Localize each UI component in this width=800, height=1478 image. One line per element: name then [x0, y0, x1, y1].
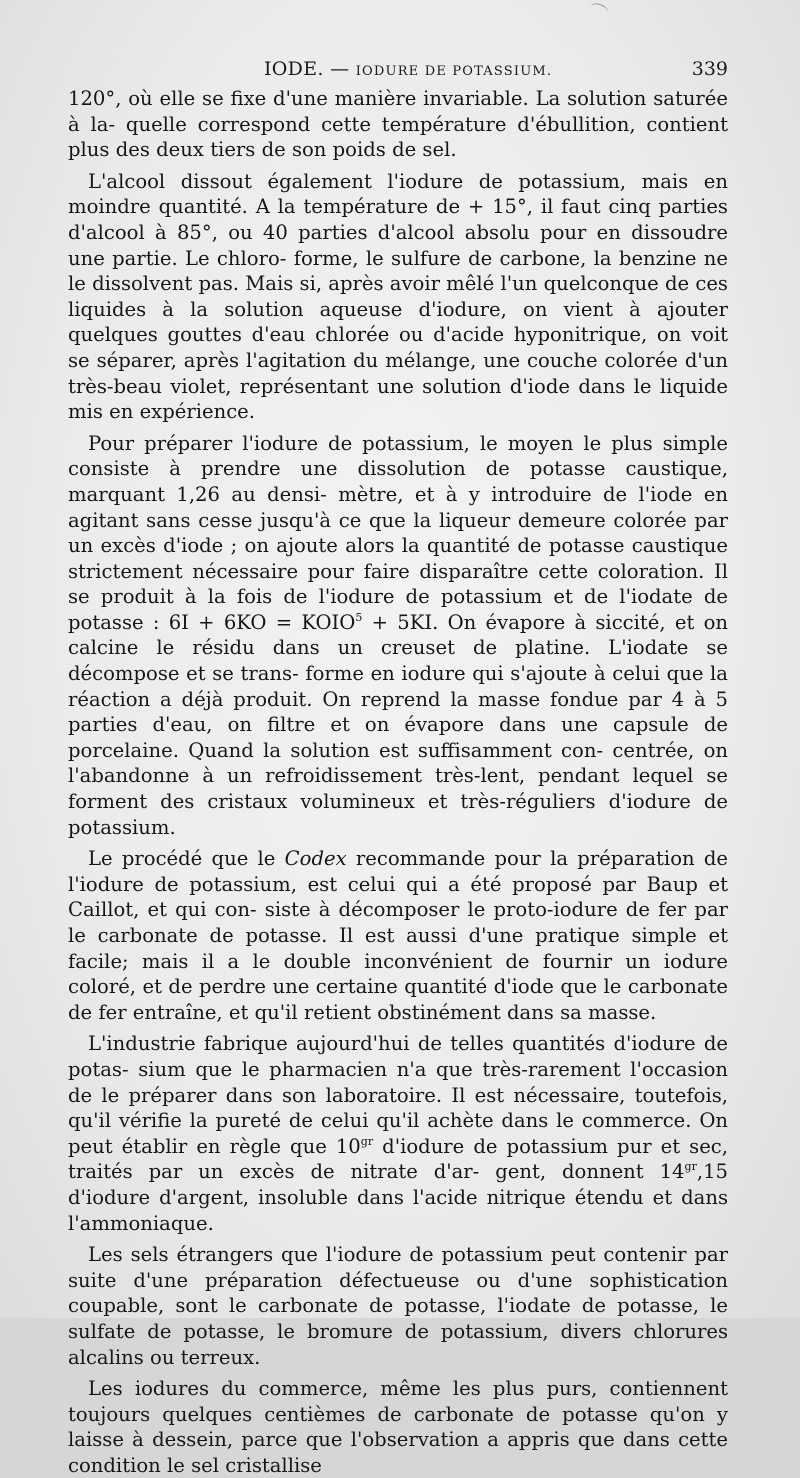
text-line: le résidu dans un creuset de platine. L'iodate se décompose et se trans-: [68, 636, 728, 686]
text-line: de potassium, divers chlorures alcalins ou terreux.: [68, 1319, 729, 1369]
text-line: d'iodure de potassium pur et sec, traités par un excès de nitrate d'ar-: [68, 1134, 729, 1184]
text-line: quelle correspond cette température d'ébullition, contient plus des deux: [68, 112, 729, 162]
unit-superscript: gr: [684, 1160, 697, 1174]
text-line: ,15 d'iodure d'argent, insoluble dans l'acide nitrique: [68, 1160, 729, 1209]
paragraph: [68, 86, 728, 163]
text-line: reprend la masse fondue par 4 à 5 parties d'eau, on filtre et on évapore: [68, 687, 728, 737]
text-line: de potassium, est celui qui a été proposé par Baup et Caillot, et qui con-: [68, 872, 728, 922]
text-line: coloration. Il se produit à la fois de l'iodure de potassium et de l'iodate: [68, 559, 729, 609]
paragraph: [68, 1242, 728, 1370]
text-line: quantité. A la température de + 15°, il faut cinq parties d'alcool à 85°,: [68, 195, 728, 244]
text-line: forment des cristaux volumineux et très-réguliers d'iodure de potassium.: [68, 790, 728, 839]
text-line: sium que le pharmacien n'a que très-rarement l'occasion de le préparer: [68, 1057, 728, 1107]
header-subtitle: IODURE DE POTASSIUM.: [355, 64, 553, 79]
text-line: d'iodure, on vient à ajouter quelques gouttes d'eau chlorée ou d'acide: [68, 297, 728, 347]
text-line: hyponitrique, on voit se séparer, après l'agitation du mélange, une couche: [68, 323, 729, 372]
paragraph: [68, 846, 728, 1025]
text-line: d'une préparation défectueuse ou d'une sophistication coupable, sont le: [68, 1268, 729, 1318]
text-line: liqueur demeure colorée par un excès d'iode ; on ajoute alors la quantité: [68, 508, 728, 558]
text-line: centrée, on l'abandonne à un refroidissement très-lent, pendant lequel se: [68, 738, 728, 788]
text-line: L'alcool dissout également l'iodure de potassium, mais en moindre: [68, 169, 728, 219]
text-line: tiers de son poids de sel.: [210, 138, 457, 162]
page-number: 339: [691, 58, 728, 80]
text-line: ou 40 parties d'alcool absolu pour en dissoudre une partie. Le chloro-: [68, 220, 728, 270]
pencil-mark: [589, 1, 610, 17]
text-line: Les sels étrangers que l'iodure de potassium peut contenir par suite: [68, 1243, 728, 1292]
text-line: forme, le sulfure de carbone, la benzine ne le dissolvent pas. Mais si,: [68, 246, 728, 296]
paragraph: [68, 1376, 728, 1478]
text-line: parce que l'observation a appris que dans cette condition le sel cristallise: [68, 1428, 728, 1477]
formula-end: + 5KI. On évapore à siccité, et on calcine: [68, 610, 728, 660]
text-line: Le procédé que le: [88, 847, 285, 871]
header-title: [264, 58, 552, 80]
text-line: quelques centièmes de carbonate de potasse qu'on y laisse à dessein,: [68, 1402, 728, 1452]
text-line: de fournir un iodure coloré, et de perdre une certaine quantité d'iode: [68, 949, 728, 999]
text-line: gent, donnent 14: [495, 1160, 685, 1184]
text-line: siste à décomposer le proto-iodure de fer par le carbonate de potasse. Il: [68, 898, 728, 947]
text-line: après avoir mêlé l'un quelconque de ces liquides à la solution aqueuse: [68, 272, 728, 321]
text-line: L'industrie fabrique aujourd'hui de telles quantités d'iodure de potas-: [68, 1032, 728, 1081]
paragraph: [68, 431, 728, 841]
paragraph: [68, 1031, 728, 1236]
text-line: Les iodures du commerce, même les plus purs, contiennent toujours: [68, 1377, 728, 1426]
text-line: masse.: [588, 1000, 657, 1024]
text-line: est aussi d'une pratique simple et facile; mais il a le double inconvénient: [68, 924, 728, 973]
text-line: recommande pour la préparation de l'iodure: [68, 847, 729, 896]
text-line: mètre, et à y introduire de l'iode en agitant sans cesse jusqu'à ce que la: [68, 482, 728, 532]
text-line: dans une capsule de porcelaine. Quand la solution est suffisamment con-: [68, 713, 728, 762]
text-line: celui qu'il achète dans le commerce. On peut établir en règle que 10: [68, 1109, 729, 1158]
text-line: forme en iodure qui s'ajoute à celui que la réaction a déjà produit. On: [68, 662, 728, 711]
running-header: [68, 58, 728, 82]
codex-italic: Codex: [284, 847, 347, 871]
text-line: 120°, où elle se fixe d'une manière invariable. La solution saturée à la-: [68, 87, 728, 136]
text-line: carbonate de potasse, l'iodate de potasse, le sulfate de potasse, le bromure: [68, 1294, 728, 1343]
text-line: colorée d'un très-beau violet, représentant une solution d'iode dans le: [68, 348, 728, 398]
body-text: [68, 86, 728, 1478]
text-line: de potasse caustique strictement nécessaire pour faire disparaître cette: [68, 534, 728, 583]
unit-superscript: gr: [360, 1134, 374, 1148]
text-line: que le carbonate de fer entraîne, et qu'il retient obstinément dans sa: [68, 975, 728, 1024]
text-line: étendu et dans l'ammoniaque.: [68, 1185, 729, 1235]
formula-start: de potasse : 6I + 6KO = KOIO: [68, 585, 728, 634]
formula-superscript: 5: [355, 610, 363, 624]
text-line: à prendre une dissolution de potasse caustique, marquant 1,26 au densi-: [68, 457, 728, 506]
text-line: liquide mis en expérience.: [68, 374, 729, 424]
text-line: Pour préparer l'iodure de potassium, le moyen le plus simple consiste: [68, 431, 728, 481]
paragraph: [68, 169, 728, 425]
text-line: dans son laboratoire. Il est nécessaire, toutefois, qu'il vérifie la pureté de: [68, 1083, 729, 1133]
header-title-main: IODE. —: [264, 58, 350, 80]
